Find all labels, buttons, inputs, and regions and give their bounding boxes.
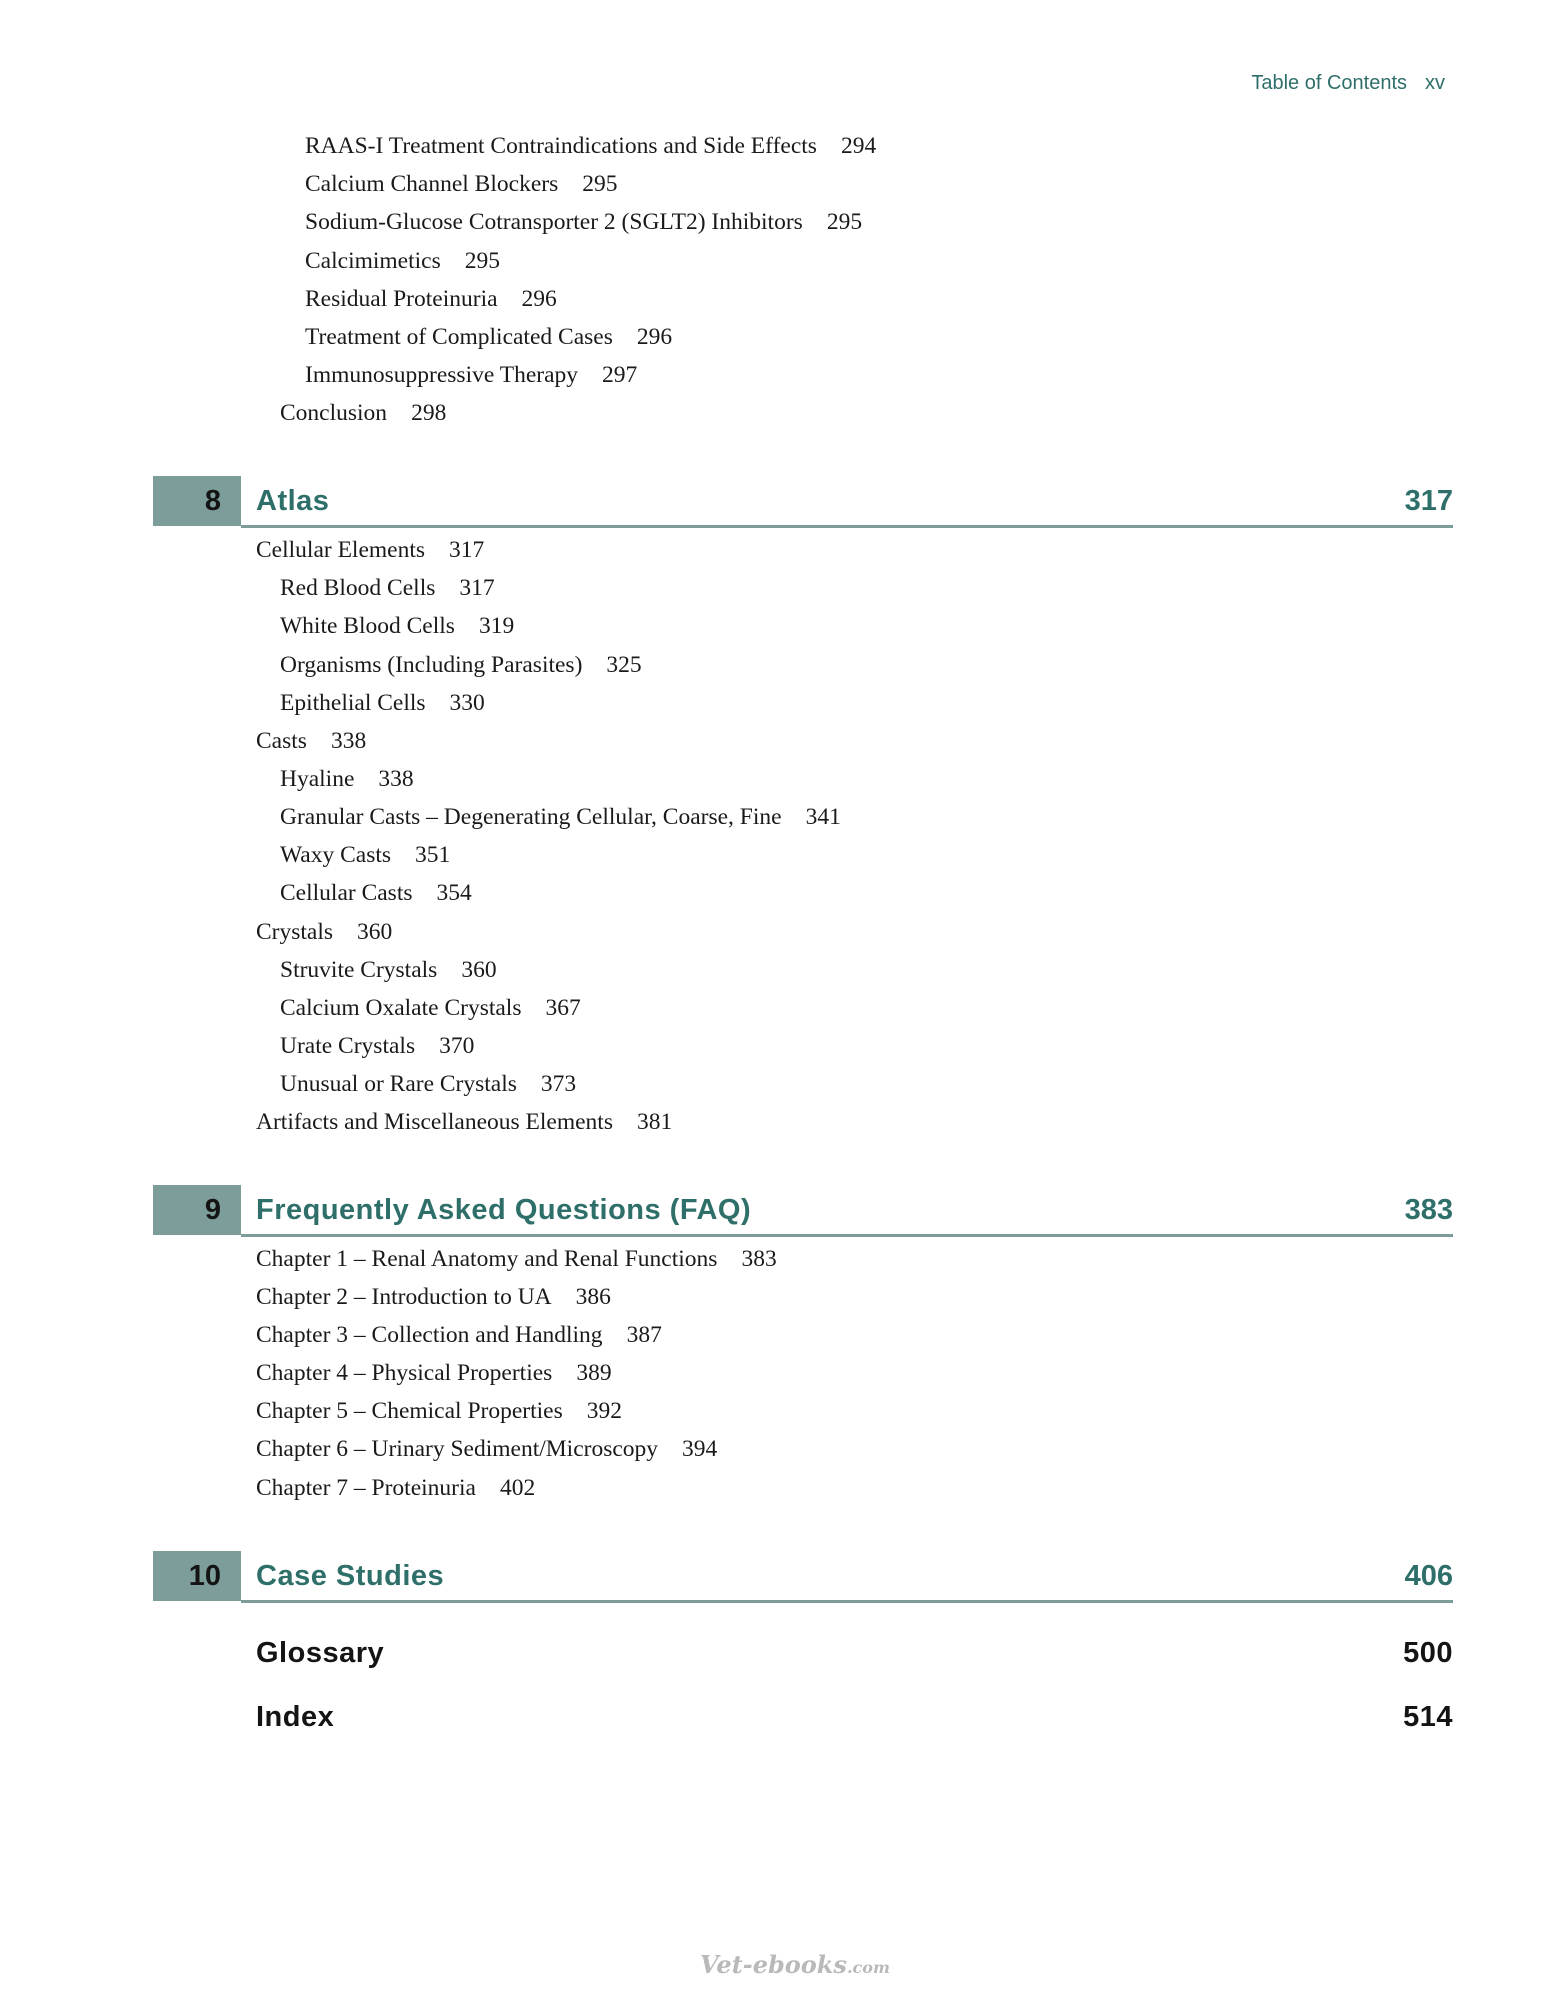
chapter-title: Frequently Asked Questions (FAQ)	[256, 1194, 752, 1226]
toc-entry-page: 330	[449, 690, 485, 716]
toc-entry[interactable]	[256, 535, 484, 565]
toc-entry-title: Artifacts and Miscellaneous Elements	[256, 1109, 613, 1135]
backmatter-glossary[interactable]	[256, 1637, 1453, 1677]
chapter-page: 317	[1404, 485, 1453, 517]
toc-entry-page: 298	[411, 400, 447, 426]
toc-entry-page: 373	[540, 1071, 577, 1097]
toc-entry-page: 295	[826, 209, 863, 235]
toc-entry-title: Immunosuppressive Therapy	[305, 362, 579, 388]
toc-entry-title: Waxy Casts	[280, 842, 392, 868]
toc-entry-title: Residual Proteinuria	[305, 286, 498, 312]
chapter-rule	[241, 525, 1453, 528]
toc-entry[interactable]	[280, 650, 642, 680]
toc-entry-page: 402	[499, 1475, 536, 1501]
toc-entry[interactable]	[280, 802, 841, 832]
running-header-section: Table of Contents	[1251, 72, 1407, 94]
toc-entry-page: 354	[436, 880, 472, 906]
toc-entry-page: 295	[582, 171, 618, 197]
chapter-rule	[241, 1600, 1453, 1603]
watermark-name: Vet-ebooks	[700, 1950, 847, 1979]
watermark	[700, 1950, 890, 1979]
toc-entry[interactable]	[305, 360, 637, 390]
toc-entry[interactable]	[280, 840, 450, 870]
toc-entry-page: 295	[464, 248, 500, 274]
chapter-title: Case Studies	[256, 1560, 445, 1592]
toc-entry-page: 389	[576, 1360, 612, 1386]
toc-entry-page: 319	[478, 613, 515, 639]
toc-entry[interactable]	[305, 246, 500, 276]
toc-entry[interactable]	[280, 955, 497, 985]
toc-entry-page: 351	[415, 842, 451, 868]
toc-entry-page: 338	[330, 728, 367, 754]
running-header	[1251, 72, 1445, 95]
toc-entry-title: Chapter 2 – Introduction to UA	[256, 1284, 552, 1310]
toc-entry-page: 294	[840, 133, 877, 159]
toc-entry[interactable]	[256, 1244, 777, 1274]
toc-entry-title: Red Blood Cells	[280, 575, 436, 601]
toc-entry-title: Urate Crystals	[280, 1033, 416, 1059]
toc-entry[interactable]	[256, 1320, 662, 1350]
toc-entry-page: 341	[805, 804, 841, 830]
toc-entry[interactable]	[280, 993, 581, 1023]
toc-entry[interactable]	[256, 1358, 612, 1388]
page-folio: xv	[1425, 72, 1445, 94]
toc-entry[interactable]	[280, 1031, 474, 1061]
toc-entry[interactable]	[256, 1396, 622, 1426]
toc-entry[interactable]	[305, 207, 862, 237]
toc-entry-title: Unusual or Rare Crystals	[280, 1071, 517, 1097]
toc-entry-title: Conclusion	[280, 400, 388, 426]
toc-entry-page: 296	[636, 324, 673, 350]
chapter-number-box: 9	[153, 1185, 241, 1235]
watermark-tld: .com	[846, 1958, 890, 1977]
backmatter-index[interactable]	[256, 1701, 1453, 1741]
toc-entry-title: Hyaline	[280, 766, 355, 792]
toc-entry[interactable]	[280, 688, 485, 718]
toc-entry[interactable]	[280, 1069, 576, 1099]
chapter-heading-9[interactable]	[153, 1185, 1453, 1237]
toc-entry-title: Struvite Crystals	[280, 957, 438, 983]
toc-entry[interactable]	[256, 1434, 717, 1464]
toc-entry-title: Epithelial Cells	[280, 690, 426, 716]
backmatter-title: Glossary	[256, 1637, 385, 1669]
toc-entry-page: 317	[449, 537, 485, 563]
toc-entry-page: 386	[575, 1284, 611, 1310]
toc-entry[interactable]	[256, 1107, 672, 1137]
toc-entry-title: Organisms (Including Parasites)	[280, 652, 583, 678]
toc-entry-title: Chapter 7 – Proteinuria	[256, 1475, 476, 1501]
toc-entry[interactable]	[256, 1282, 611, 1312]
chapter-heading-8[interactable]	[153, 476, 1453, 528]
toc-entry-title: Calcium Channel Blockers	[305, 171, 559, 197]
toc-entry-title: Calcium Oxalate Crystals	[280, 995, 522, 1021]
toc-entry-title: Cellular Casts	[280, 880, 413, 906]
toc-entry[interactable]	[256, 726, 366, 756]
toc-entry[interactable]	[280, 611, 514, 641]
toc-entry-title: Calcimimetics	[305, 248, 441, 274]
toc-entry[interactable]	[256, 1473, 535, 1503]
toc-entry[interactable]	[305, 169, 617, 199]
chapter-number-box: 8	[153, 476, 241, 526]
toc-entry-page: 325	[606, 652, 642, 678]
toc-entry-page: 367	[545, 995, 581, 1021]
toc-entry-title: Treatment of Complicated Cases	[305, 324, 613, 350]
chapter-rule	[241, 1234, 1453, 1237]
toc-entry-page: 370	[439, 1033, 475, 1059]
toc-entry-page: 317	[459, 575, 495, 601]
toc-entry-page: 360	[357, 919, 393, 945]
toc-entry-title: RAAS-I Treatment Contraindications and Side Effects	[305, 133, 817, 159]
toc-entry-page: 387	[626, 1322, 662, 1348]
toc-entry[interactable]	[305, 131, 876, 161]
chapter-heading-10[interactable]	[153, 1551, 1453, 1603]
toc-entry[interactable]	[280, 398, 446, 428]
toc-entry-page: 381	[636, 1109, 673, 1135]
toc-entry-title: Granular Casts – Degenerating Cellular, Coarse, Fine	[280, 804, 782, 830]
toc-entry-title: Casts	[256, 728, 307, 754]
toc-entry[interactable]	[256, 917, 392, 947]
toc-entry[interactable]	[305, 322, 672, 352]
toc-entry-page: 297	[602, 362, 638, 388]
toc-entry-page: 360	[461, 957, 497, 983]
toc-entry[interactable]	[280, 878, 472, 908]
toc-entry[interactable]	[280, 764, 414, 794]
toc-entry-title: White Blood Cells	[280, 613, 455, 639]
backmatter-title: Index	[256, 1701, 335, 1733]
chapter-title: Atlas	[256, 485, 330, 517]
chapter-page: 406	[1404, 1560, 1453, 1592]
toc-entry[interactable]	[280, 573, 495, 603]
toc-entry-title: Crystals	[256, 919, 334, 945]
toc-entry[interactable]	[305, 284, 557, 314]
toc-entry-title: Chapter 4 – Physical Properties	[256, 1360, 553, 1386]
toc-entry-page: 296	[521, 286, 557, 312]
toc-entry-page: 338	[378, 766, 414, 792]
chapter-number-box: 10	[153, 1551, 241, 1601]
toc-entry-title: Cellular Elements	[256, 537, 426, 563]
toc-entry-title: Chapter 3 – Collection and Handling	[256, 1322, 603, 1348]
chapter-page: 383	[1404, 1194, 1453, 1226]
toc-entry-title: Sodium-Glucose Cotransporter 2 (SGLT2) Inhibitors	[305, 209, 803, 235]
toc-entry-page: 383	[741, 1246, 777, 1272]
backmatter-page: 514	[1403, 1701, 1453, 1733]
toc-entry-title: Chapter 1 – Renal Anatomy and Renal Functions	[256, 1246, 718, 1272]
toc-entry-page: 392	[586, 1398, 622, 1424]
toc-entry-title: Chapter 6 – Urinary Sediment/Microscopy	[256, 1436, 659, 1462]
backmatter-page: 500	[1403, 1637, 1453, 1669]
toc-entry-page: 394	[682, 1436, 718, 1462]
toc-entry-title: Chapter 5 – Chemical Properties	[256, 1398, 563, 1424]
